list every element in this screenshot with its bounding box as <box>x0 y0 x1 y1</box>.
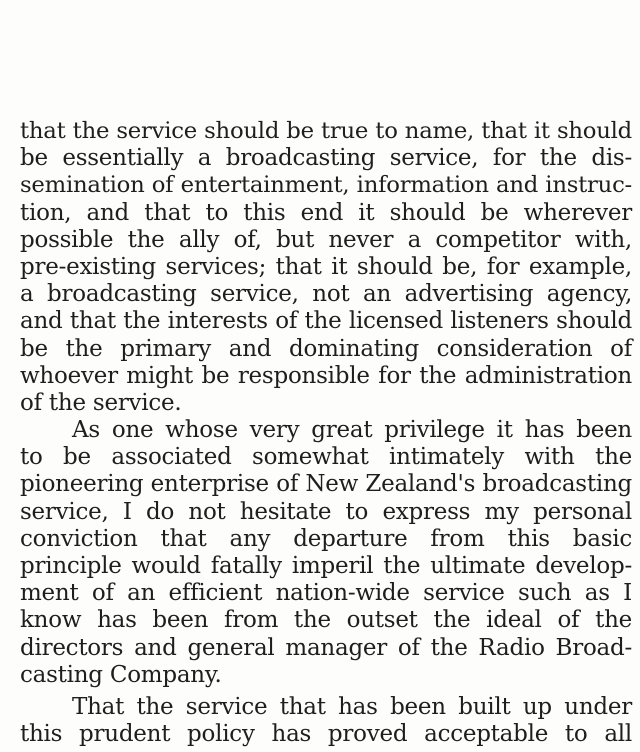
text-line: be the primary and dominating consideration of <box>20 335 632 362</box>
text-line: ment of an efficient nation-wide service such as I <box>20 580 632 607</box>
text-line: pioneering enterprise of New Zealand's broadcasting <box>20 471 632 498</box>
text-line: As one whose very great privilege it has been <box>72 417 632 444</box>
text-line: principle would fatally imperil the ultimate develop- <box>20 553 632 579</box>
text-line: be essentially a broadcasting service, for the dis- <box>20 145 632 172</box>
text-line: conviction that any departure from this basic <box>20 525 632 552</box>
text-line: That the service that has been built up under <box>72 693 632 720</box>
paragraph-1 <box>20 118 632 417</box>
text-line: to be associated somewhat intimately with the <box>20 444 632 471</box>
text-line: know has been from the outset the ideal of the <box>20 607 632 634</box>
text-line: and that the interests of the licensed listeners should <box>20 308 632 335</box>
text-line: directors and general manager of the Radio Broad- <box>20 634 632 661</box>
text-line: this prudent policy has proved acceptable to all <box>20 721 632 748</box>
body-text <box>20 118 632 748</box>
text-line: possible the ally of, but never a competitor with, <box>20 226 632 253</box>
text-line: pre-existing services; that it should be, for example, <box>20 253 632 280</box>
text-line: semination of entertainment, information and instruc- <box>20 172 632 199</box>
text-line: a broadcasting service, not an advertising agency, <box>20 281 632 308</box>
text-line: that the service should be true to name, that it should <box>20 118 632 144</box>
text-line: tion, and that to this end it should be wherever <box>20 199 632 226</box>
paragraph-2 <box>20 417 632 689</box>
paragraph-3 <box>20 694 632 748</box>
text-line: casting Company. <box>20 661 222 688</box>
text-line: whoever might be responsible for the administration <box>20 362 632 389</box>
text-line: service, I do not hesitate to express my personal <box>20 498 632 525</box>
text-line: of the service. <box>20 389 182 416</box>
